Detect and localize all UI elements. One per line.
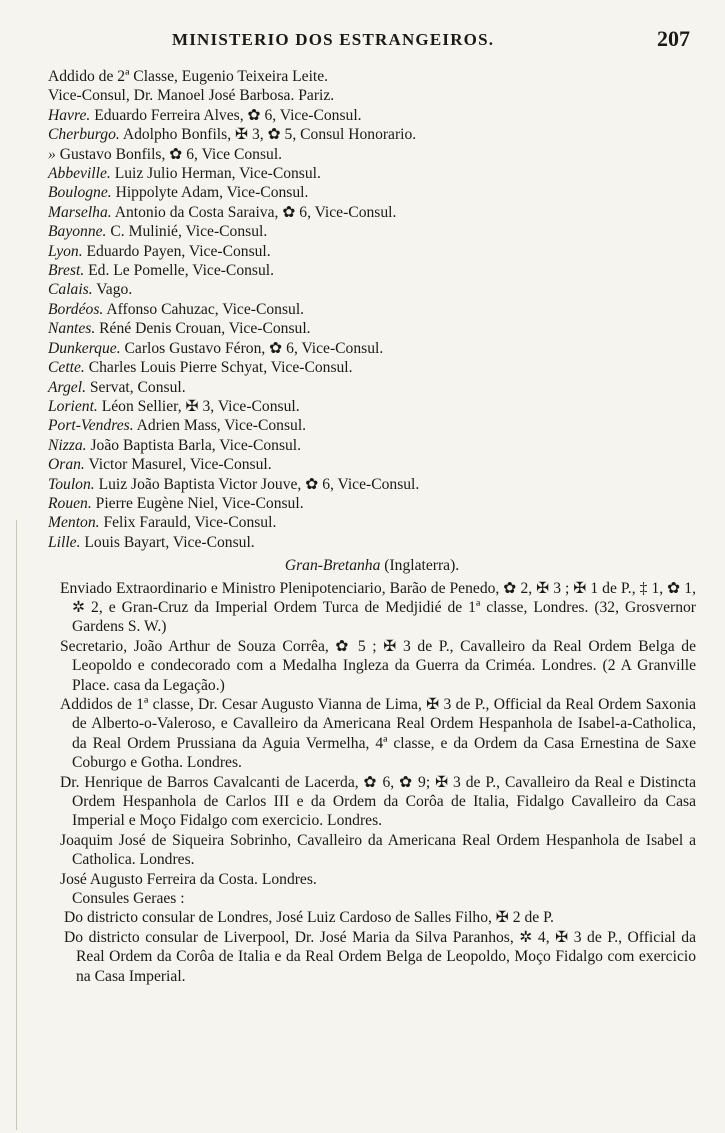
margin-rule [16,520,17,1130]
place-name: Nantes. [48,320,96,338]
list-item [48,203,696,222]
entry-text: Hippolyte Adam, Vice-Consul. [115,184,309,202]
entry-text: Adolpho Bonfils, ✠ 3, ✿ 5, Consul Honorario. [122,126,417,144]
list-item [48,513,696,532]
section-country-suffix: (Inglaterra). [384,557,460,575]
list-item [48,125,696,144]
place-name: Menton. [48,514,100,532]
place-name: Bayonne. [48,223,107,241]
list-item [48,494,696,513]
list-item [48,145,696,164]
list-item [48,339,696,358]
list-item [48,533,696,552]
entry-text: Servat, Consul. [89,378,186,396]
body-text [48,67,696,986]
entry-text: C. Mulinié, Vice-Consul. [110,223,268,241]
entry-text: Eduardo Payen, Vice-Consul. [86,242,271,260]
list-item [48,280,696,299]
page-header [40,26,690,54]
entry-text: Charles Louis Pierre Schyat, Vice-Consul. [88,359,353,377]
list-item [48,261,696,280]
list-item [48,436,696,455]
place-name: Brest. [48,262,85,280]
place-name: Argel. [48,378,86,396]
place-name: » [48,145,56,163]
place-name: Bordéos. [48,300,104,318]
list-item [48,416,696,435]
list-item: Joaquim José de Siqueira Sobrinho, Cavalleiro da Americana Real Ordem Hespanhola de Isabel a Catholica. Londres. [60,831,696,869]
list-item: Do districto consular de Londres, José Luiz Cardoso de Salles Filho, ✠ 2 de P. [64,909,554,927]
consules-entries [48,908,696,986]
place-name: Toulon. [48,475,95,493]
entry-text: Eduardo Ferreira Alves, ✿ 6, Vice-Consul. [94,106,362,124]
place-name: Lille. [48,533,81,551]
place-name: Port-Vendres. [48,417,134,435]
list-item [48,242,696,261]
entry-text: Addido de 2ª Classe, Eugenio Teixeira Leite. [48,68,329,85]
place-name: Lorient. [48,397,98,415]
place-name: Cette. [48,359,85,377]
list-item: Do districto consular de Liverpool, Dr. José Maria da Silva Paranhos, ✲ 4, ✠ 3 de P., Official da Real Ordem da Corôa de Italia e da Real Ordem Belga de Leopoldo, Moço Fidalgo com exercicio na Casa Imperial. [64,928,696,985]
list-item [48,455,696,474]
list-item [48,183,696,202]
entry-text: Antonio da Costa Saraiva, ✿ 6, Vice-Consul. [114,203,397,221]
place-name: Marselha. [48,203,112,221]
list-item [48,86,696,105]
entry-text: Affonso Cahuzac, Vice-Consul. [106,300,305,318]
list-item: Addidos de 1ª classe, Dr. Cesar Augusto Vianna de Lima, ✠ 3 de P., Official da Real Ordem Saxonia de Alberto-o-Valeroso, e Cavalleiro da Americana Real Ordem Hespanhola de Isabel-a-Catholica, da Real Ordem Prussiana da Aguia Vermelha, 4ª classe, e da Ordem da Casa Ernestina de Saxe Coburgo e Gotha. Londres. [60,696,696,772]
place-name: Oran. [48,456,85,474]
place-name: Abbeville. [48,165,111,183]
entry-text: Vice-Consul, Dr. Manoel José Barbosa. Pariz. [48,87,335,105]
list-item [48,397,696,416]
entry-text: Carlos Gustavo Féron, ✿ 6, Vice-Consul. [124,339,384,357]
entry-text: Pierre Eugène Niel, Vice-Consul. [95,494,304,512]
section-country: Gran-Bretanha [284,557,381,575]
entry-text: Adrien Mass, Vice-Consul. [136,417,307,435]
entry-text: Léon Sellier, ✠ 3, Vice-Consul. [101,397,300,415]
list-item [48,222,696,241]
place-name: Havre. [48,106,91,124]
place-name: Lyon. [48,242,83,260]
place-name: Dunkerque. [48,339,121,357]
list-item [48,67,696,86]
entry-text: Vago. [96,281,133,299]
list-item: Dr. Henrique de Barros Cavalcanti de Lacerda, ✿ 6, ✿ 9; ✠ 3 de P., Cavalleiro da Real e Distincta Ordem Hespanhola de Carlos III e da Ordem da Corôa de Italia, Fidalgo Cavalleiro da Casa Imperial e Moço Fidalgo com exercicio. Londres. [60,773,696,830]
list-item: Enviado Extraordinario e Ministro Plenipotenciario, Barão de Penedo, ✿ 2, ✠ 3 ; ✠ 1 de P., ‡ 1, ✿ 1, ✲ 2, e Gran-Cruz da Imperial Ordem Turca de Medjidié de 1ª classe, Londres. (32, Grosvernor Gardens S. W.) [60,579,696,636]
list-item [48,106,696,125]
list-item [48,319,696,338]
entry-text: Louis Bayart, Vice-Consul. [84,533,255,551]
list-item [48,475,696,494]
list-item [48,378,696,397]
list-item [48,300,696,319]
place-name: Cherburgo. [48,126,120,144]
list-item: José Augusto Ferreira da Costa. Londres. [60,870,317,888]
place-name: Rouen. [48,494,92,512]
running-head: MINISTERIO DOS ESTRANGEIROS. [172,30,495,49]
entry-text: João Baptista Barla, Vice-Consul. [90,436,302,454]
entry-text: Luiz João Baptista Victor Jouve, ✿ 6, Vice-Consul. [98,475,420,493]
entry-text: Réné Denis Crouan, Vice-Consul. [99,320,311,338]
entry-text: Gustavo Bonfils, ✿ 6, Vice Consul. [59,145,283,163]
page-number: 207 [657,26,690,51]
list-item [48,164,696,183]
entry-text: Felix Farauld, Vice-Consul. [103,514,277,532]
entry-text: Ed. Le Pomelle, Vice-Consul. [88,262,275,280]
entry-text: Luiz Julio Herman, Vice-Consul. [114,165,321,183]
list-item [48,358,696,377]
section-heading [48,556,696,575]
list-item: Secretario, João Arthur de Souza Corrêa, ✿ 5 ; ✠ 3 de P., Cavalleiro da Real Ordem Belga de Leopoldo e condecorado com a Medalha Ingleza da Guerra da Criméa. Londres. (2 A Granville Place. casa da Legação.) [60,637,696,694]
uk-legation-entries [48,579,696,890]
place-name: Calais. [48,281,93,299]
place-name: Nizza. [48,436,87,454]
france-consulate-list [48,67,696,552]
place-name: Boulogne. [48,184,112,202]
entry-text: Victor Masurel, Vice-Consul. [88,456,272,474]
consules-label: Consules Geraes : [72,890,185,908]
